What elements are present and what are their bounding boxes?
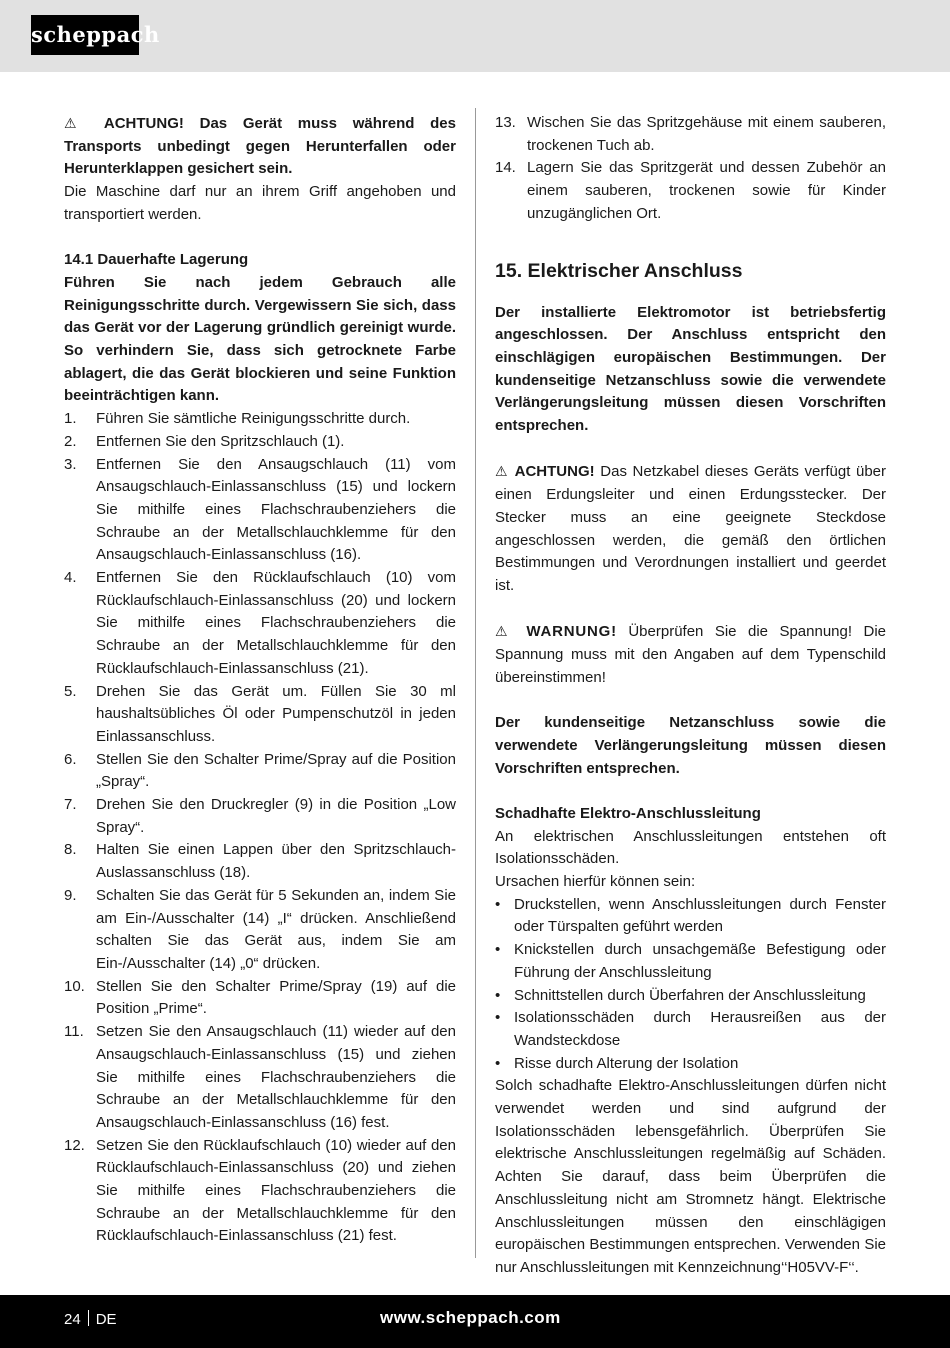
section-intro-14-1: Führen Sie nach jedem Gebrauch alle Reinigungsschritte durch. Vergewissern Sie sich, dass das Gerät vor der Lagerung gründlich gereinigt wurde. So verhindern Sie, dass sich getrocknete Farbe ablagert, die das Gerät blockieren und seine Funktion beeinträchtigen kann. bbox=[64, 273, 456, 405]
list-item bbox=[495, 985, 886, 1008]
step-number: 6. bbox=[64, 750, 77, 768]
page-footer bbox=[0, 1295, 950, 1348]
bullet-icon: • bbox=[495, 1054, 501, 1072]
list-item bbox=[495, 939, 886, 984]
step-number: 1. bbox=[64, 410, 77, 428]
section-intro-15: Der installierte Elektromotor ist betriebsfertig angeschlossen. Der Anschluss entspricht den einschlägigen europäischen Bestimmungen. Der kundenseitige Netzanschluss sowie die verwendete Verlängerungsleitung müssen diesen Vorschriften entsprechen. bbox=[495, 303, 886, 435]
storage-steps-list bbox=[64, 408, 456, 1248]
page-header bbox=[0, 0, 950, 72]
step-number: 10. bbox=[64, 977, 85, 995]
list-item bbox=[495, 112, 886, 157]
bold-note: Der kundenseitige Netzanschluss sowie die verwendete Verlängerungsleitung müssen diesen Vorschriften entsprechen. bbox=[495, 714, 886, 777]
column-divider bbox=[475, 108, 476, 1258]
step-text: Schalten Sie das Gerät für 5 Sekunden an, indem Sie am Ein-/Ausschalter (14) „I“ drücken. Anschließend schalten Sie das Gerät aus, indem Sie am Ein-/Ausschalter (14) „0“ drücken. bbox=[96, 886, 456, 972]
list-item bbox=[64, 839, 456, 884]
step-number: 2. bbox=[64, 432, 77, 450]
step-text: Stellen Sie den Schalter Prime/Spray (19) auf die Position „Prime“. bbox=[96, 977, 456, 1018]
step-text: Halten Sie einen Lappen über den Spritzschlauch-Auslassanschluss (18). bbox=[96, 841, 456, 882]
list-item bbox=[64, 681, 456, 749]
step-text: Drehen Sie das Gerät um. Füllen Sie 30 ml haushaltsübliches Öl oder Pumpenschutzöl in jeden Einlassanschluss. bbox=[96, 682, 456, 745]
warning-label: WARNUNG! bbox=[526, 623, 617, 641]
step-number: 8. bbox=[64, 841, 77, 859]
warning-label: ACHTUNG! bbox=[514, 463, 595, 481]
bullet-icon: • bbox=[495, 986, 501, 1004]
warning-triangle-icon: ⚠ bbox=[495, 623, 515, 640]
damaged-intro: An elektrischen Anschlussleitungen entstehen oft Isolationsschäden. bbox=[495, 827, 886, 868]
bullet-text: Knickstellen durch unsachgemäße Befestigung oder Führung der Anschlussleitung bbox=[514, 941, 886, 981]
step-text: Wischen Sie das Spritzgehäuse mit einem sauberen, trockenen Tuch ab. bbox=[527, 114, 886, 154]
bullet-icon: • bbox=[495, 941, 501, 959]
list-item bbox=[64, 1021, 456, 1135]
list-item bbox=[495, 157, 886, 225]
scheppach-logo: scheppach bbox=[31, 15, 139, 55]
step-number: 7. bbox=[64, 796, 77, 814]
step-number: 11. bbox=[64, 1023, 84, 1041]
warning-text: Das Netzkabel dieses Geräts verfügt über einen Erdungsleiter und einen Erdungsstecker. Der Stecker muss an eine geeignete Steckdose angeschlossen werden, die gemäß den örtlichen Bestimmungen und Verordnungen installiert und geerdet ist. bbox=[495, 463, 886, 594]
list-item bbox=[495, 894, 886, 939]
list-item bbox=[64, 794, 456, 839]
list-item bbox=[64, 1135, 456, 1249]
step-text: Entfernen Sie den Ansaugschlauch (11) vom Ansaugschlauch-Einlassanschluss (15) und lockern Sie mithilfe eines Flachschraubenziehers die Schraube an der Metallschlauchklemme für den Ansaugschlauch-Einlassanschluss (16). bbox=[96, 455, 456, 564]
step-text: Stellen Sie den Schalter Prime/Spray auf die Position „Spray“. bbox=[96, 750, 456, 791]
step-number: 14. bbox=[495, 159, 516, 177]
storage-steps-list-continued bbox=[495, 112, 886, 226]
warning-text: Überprüfen Sie die Spannung! Die Spannung muss mit den Angaben auf dem Typenschild übereinstimmen! bbox=[495, 623, 886, 686]
step-number: 12. bbox=[64, 1136, 85, 1154]
list-item bbox=[64, 749, 456, 794]
step-text: Führen Sie sämtliche Reinigungsschritte durch. bbox=[96, 410, 411, 428]
bullet-icon: • bbox=[495, 1009, 501, 1027]
page-number: 24 bbox=[64, 1311, 81, 1328]
page-indicator bbox=[64, 1310, 117, 1328]
right-column bbox=[495, 112, 886, 1280]
warning-bold-text: Das Gerät muss während des Transports unbedingt gegen Herunterfallen oder Herunterklappen gesichert sein. bbox=[64, 115, 456, 178]
causes-label: Ursachen hierfür können sein: bbox=[495, 873, 696, 891]
bullet-icon: • bbox=[495, 895, 501, 913]
step-number: 13. bbox=[495, 114, 516, 131]
warning-text: Die Maschine darf nur an ihrem Griff angehoben und transportiert werden. bbox=[64, 183, 456, 223]
list-item bbox=[64, 408, 456, 431]
subheading-damaged-cable: Schadhafte Elektro-Anschlussleitung bbox=[495, 804, 761, 822]
warning-voltage bbox=[495, 620, 886, 689]
section-heading-14-1: 14.1 Dauerhafte Lagerung bbox=[64, 251, 249, 269]
step-text: Entfernen Sie den Spritzschlauch (1). bbox=[96, 432, 345, 450]
list-item bbox=[64, 885, 456, 976]
list-item bbox=[64, 976, 456, 1021]
step-number: 3. bbox=[64, 455, 77, 473]
warning-triangle-icon: ⚠ bbox=[495, 463, 510, 480]
list-item bbox=[495, 1053, 886, 1076]
list-item bbox=[495, 1007, 886, 1052]
step-number: 9. bbox=[64, 886, 77, 904]
step-text: Drehen Sie den Druckregler (9) in die Position „Low Spray“. bbox=[96, 796, 456, 836]
section-heading-15: 15. Elektrischer Anschluss bbox=[495, 259, 743, 282]
step-text: Entfernen Sie den Rücklaufschlauch (10) vom Rücklaufschlauch-Einlassanschluss (20) und lockern Sie mithilfe eines Flachschraubenziehers die Schraube an der Metallschlauchklemme für den Rücklaufschlauch-Einlassanschluss (21). bbox=[96, 569, 456, 677]
bullet-text: Druckstellen, wenn Anschlussleitungen durch Fenster oder Türspalten geführt werden bbox=[514, 895, 886, 936]
causes-list bbox=[495, 894, 886, 1076]
step-number: 5. bbox=[64, 682, 77, 700]
step-text: Lagern Sie das Spritzgerät und dessen Zubehör an einem sauberen, trockenen sowie für Kinder unzugänglichen Ort. bbox=[527, 159, 886, 222]
step-text: Setzen Sie den Ansaugschlauch (11) wieder auf den Ansaugschlauch-Einlassanschluss (15) und ziehen Sie mithilfe eines Flachschraubenziehers die Schraube an der Metallschlauchklemme für den Ansaugschlauch-Einlassanschluss (16) fest. bbox=[96, 1023, 456, 1131]
bullet-text: Schnittstellen durch Überfahren der Anschlussleitung bbox=[514, 986, 866, 1004]
warning-transport bbox=[64, 112, 456, 181]
warning-grounding bbox=[495, 460, 886, 597]
bullet-text: Isolationsschäden durch Herausreißen aus der Wandsteckdose bbox=[514, 1009, 886, 1049]
language-code: DE bbox=[95, 1311, 117, 1328]
step-text: Setzen Sie den Rücklaufschlauch (10) wieder auf den Rücklaufschlauch-Einlassanschluss (20) und ziehen Sie mithilfe eines Flachschraubenziehers die Schraube an der Metallschlauchklemme für den Rücklaufschlauch-Einlassanschluss (21) fest. bbox=[96, 1136, 456, 1245]
list-item bbox=[64, 567, 456, 681]
bullet-text: Risse durch Alterung der Isolation bbox=[514, 1054, 739, 1072]
step-number: 4. bbox=[64, 569, 77, 587]
left-column bbox=[64, 112, 456, 1248]
list-item bbox=[64, 454, 456, 568]
list-item bbox=[64, 431, 456, 454]
website-link[interactable]: www.scheppach.com bbox=[380, 1308, 561, 1327]
warning-label: ACHTUNG! bbox=[103, 115, 184, 132]
damaged-closing: Solch schadhafte Elektro-Anschlussleitungen dürfen nicht verwendet werden und sind aufgrund der Isolationsschäden lebensgefährlich. Überprüfen Sie elektrische Anschlussleitungen regelmäßig auf Schäden. Achten Sie darauf, dass beim Überprüfen die Anschlussleitung nicht am Stromnetz hängt. Elektrische Anschlussleitungen müssen den einschlägigen europäischen Bestimmungen entsprechen. Verwenden Sie nur Anschlussleitungen mit Kennzeichnung‘‘H05VV-F‘‘. bbox=[495, 1077, 886, 1276]
warning-triangle-icon: ⚠ bbox=[64, 115, 89, 131]
